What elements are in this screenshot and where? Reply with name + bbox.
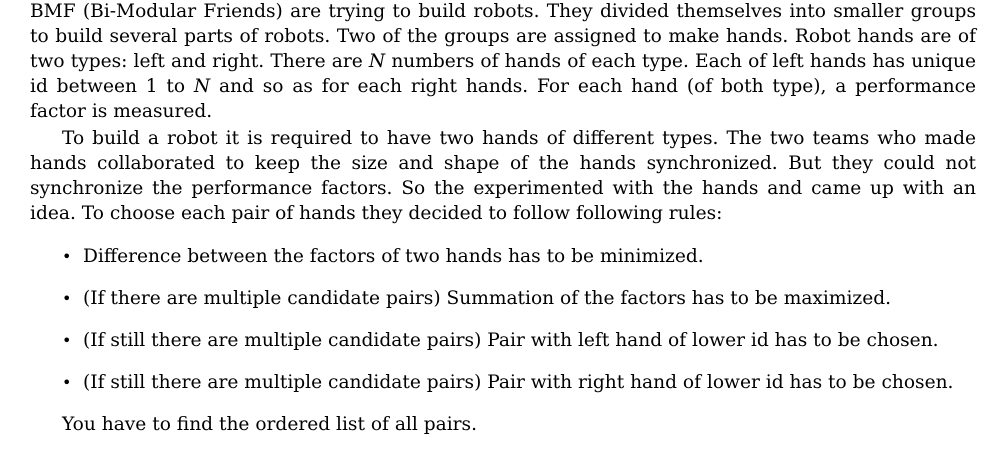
- rule-text: (If there are multiple candidate pairs) Summation of the factors has to be maximized.: [83, 288, 892, 309]
- closing-paragraph: You have to find the ordered list of all pairs.: [62, 414, 478, 435]
- bullet-icon: •: [62, 247, 72, 266]
- intro-paragraph: [30, 0, 976, 124]
- bullet-icon: •: [62, 331, 72, 350]
- rules-intro-paragraph: To build a robot it is required to have two hands of different types. The two teams who made hands collaborated to keep the size and shape of the hands synchronized. But they could not synchronize the performance factors. So the experimented with the hands and came up with an idea. To choose each pair of hands they decided to follow following rules:: [30, 128, 976, 224]
- rule-item: [30, 286, 976, 311]
- intro-text-a: BMF (Bi-Modular Friends) are trying to build robots. They divided themselves into smaller groups to build several parts of robots. Two of the groups are assigned to make hands. Robot hands are of two types: left and right. There are: [30, 1, 976, 72]
- math-variable-n: N: [368, 51, 386, 72]
- rule-text: Difference between the factors of two hands has to be minimized.: [83, 246, 704, 267]
- rule-text: (If still there are multiple candidate pairs) Pair with left hand of lower id has to be chosen.: [83, 330, 939, 351]
- problem-statement: [30, 0, 976, 437]
- rule-item: [30, 244, 976, 269]
- rule-item: [30, 328, 976, 353]
- rule-item: [30, 370, 976, 395]
- math-variable-n: N: [193, 76, 211, 97]
- rule-text: (If still there are multiple candidate pairs) Pair with right hand of lower id has to be chosen.: [83, 372, 954, 393]
- intro-text-b: numbers of hands of each type. Each of left hands has unique id between 1 to: [30, 51, 976, 97]
- rules-list: [30, 244, 976, 395]
- intro-text-c: and so as for each right hands. For each hand (of both type), a performance factor is measured.: [30, 76, 977, 122]
- bullet-icon: •: [62, 373, 72, 392]
- bullet-icon: •: [62, 289, 72, 308]
